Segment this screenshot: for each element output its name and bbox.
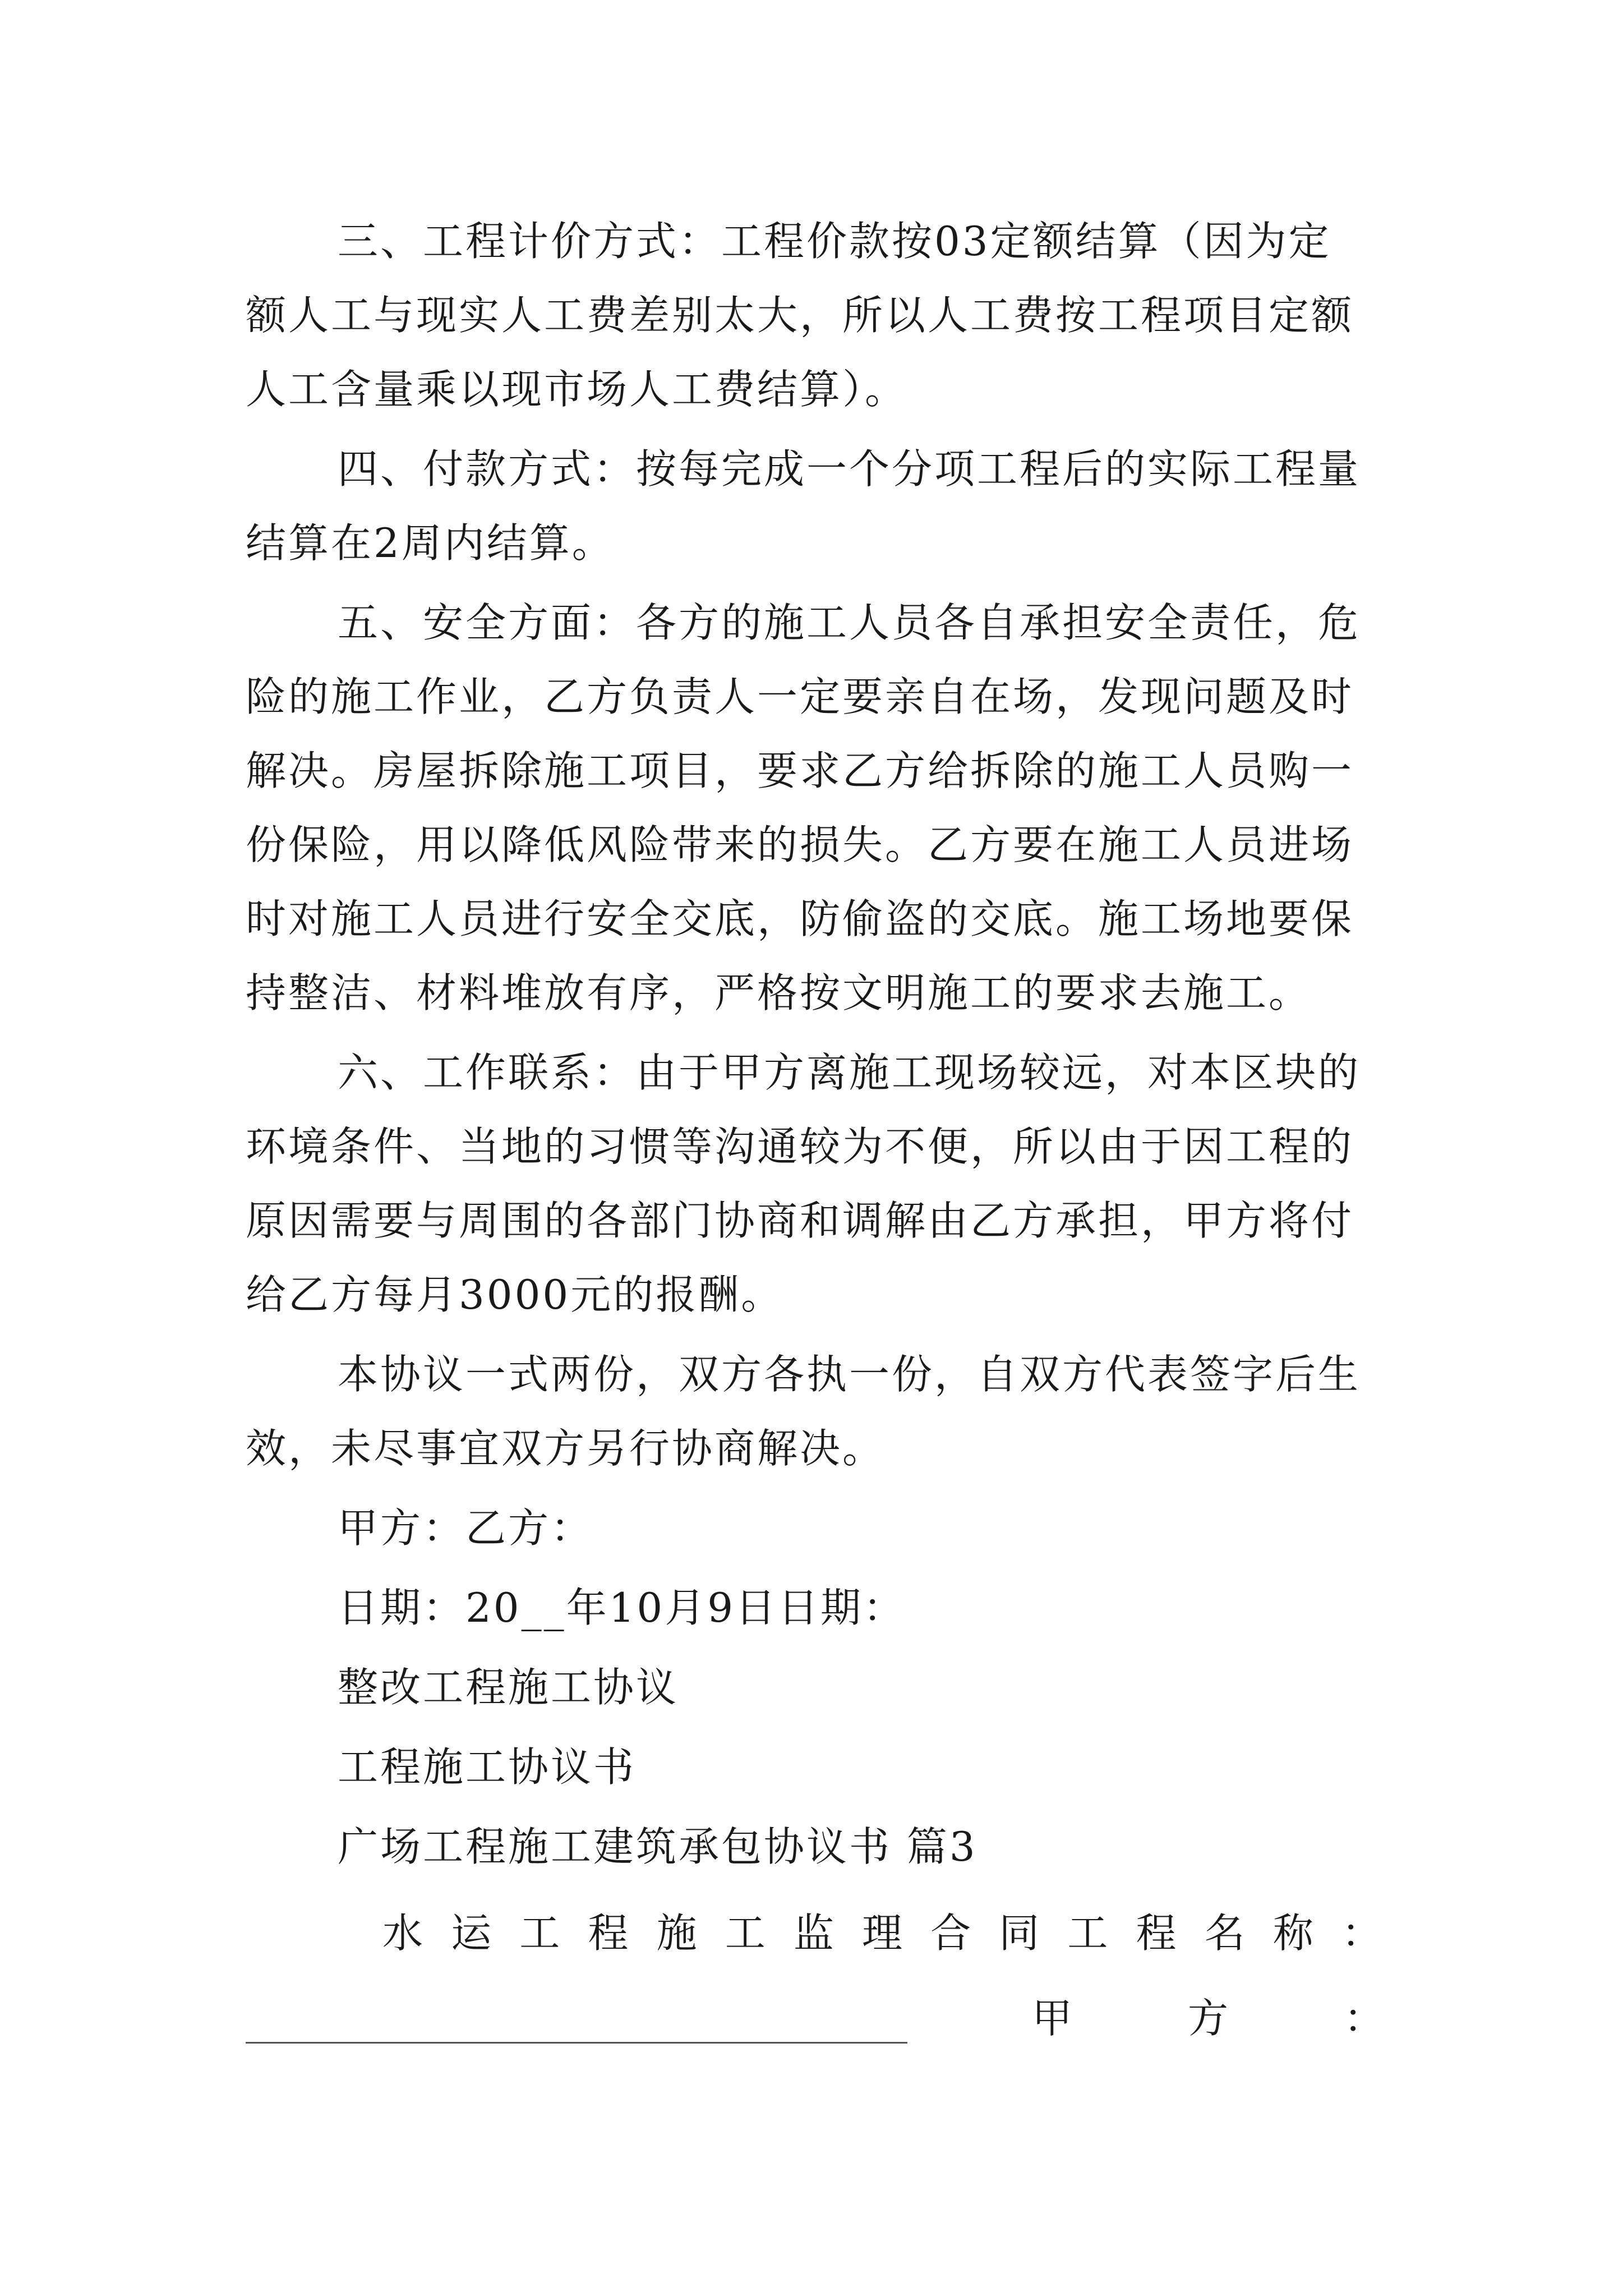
party-a-char: ： xyxy=(1343,1995,1384,2042)
paragraph-6-line-4: 给乙方每月3000元的报酬。 xyxy=(246,1271,784,1318)
heading-rectification-agreement: 整改工程施工协议 xyxy=(338,1664,679,1711)
title-char: 程 xyxy=(588,1910,631,1957)
paragraph-5-line-1: 五、安全方面：各方的施工人员各自承担安全责任，危 xyxy=(338,599,1361,646)
paragraph-3-line-1: 三、工程计价方式：工程价款按03定额结算（因为定 xyxy=(338,218,1331,265)
signature-parties: 甲方：乙方： xyxy=(338,1504,594,1552)
title-char: 程 xyxy=(1136,1910,1179,1957)
paragraph-5-line-3: 解决。房屋拆除施工项目，要求乙方给拆除的施工人员购一 xyxy=(246,747,1354,794)
project-name-blank-line xyxy=(246,2042,907,2044)
paragraph-7-line-2: 效，未尽事宜双方另行协商解决。 xyxy=(246,1425,886,1472)
title-char: 理 xyxy=(861,1910,905,1957)
contract-title-line xyxy=(382,1910,1384,1957)
signature-dates: 日期：20__年10月9日日期： xyxy=(338,1584,906,1631)
title-char: 工 xyxy=(519,1910,562,1957)
title-char: 称 xyxy=(1272,1910,1316,1957)
party-a-char: 甲 xyxy=(1032,1995,1073,2042)
paragraph-6-line-2: 环境条件、当地的习惯等沟通较为不便，所以由于因工程的 xyxy=(246,1123,1354,1170)
paragraph-4-line-1: 四、付款方式：按每完成一个分项工程后的实际工程量 xyxy=(338,445,1361,493)
paragraph-7-line-1: 本协议一式两份，双方各执一份，自双方代表签字后生 xyxy=(338,1351,1361,1398)
party-a-char: 方 xyxy=(1187,1995,1228,2042)
paragraph-5-line-4: 份保险，用以降低风险带来的损失。乙方要在施工人员进场 xyxy=(246,821,1354,868)
paragraph-5-line-5: 时对施工人员进行安全交底，防偷盗的交底。施工场地要保 xyxy=(246,895,1354,942)
title-char: 名 xyxy=(1204,1910,1247,1957)
title-char: 运 xyxy=(451,1910,494,1957)
title-char: 合 xyxy=(930,1910,974,1957)
paragraph-6-line-3: 原因需要与周围的各部门协商和调解由乙方承担，甲方将付 xyxy=(246,1197,1354,1244)
title-char: 水 xyxy=(382,1910,426,1957)
title-char: ： xyxy=(1341,1910,1384,1957)
paragraph-3-line-3: 人工含量乘以现市场人工费结算）。 xyxy=(246,366,908,413)
title-char: 施 xyxy=(656,1910,699,1957)
paragraph-6-line-1: 六、工作联系：由于甲方离施工现场较远，对本区块的 xyxy=(338,1049,1361,1096)
title-char: 同 xyxy=(999,1910,1042,1957)
party-a-label xyxy=(1032,1995,1384,2042)
title-char: 监 xyxy=(793,1910,836,1957)
heading-square-project-agreement: 广场工程施工建筑承包协议书 篇3 xyxy=(338,1823,978,1870)
paragraph-3-line-2: 额人工与现实人工费差别太大，所以人工费按工程项目定额 xyxy=(246,292,1354,339)
heading-construction-agreement: 工程施工协议书 xyxy=(338,1743,637,1791)
paragraph-5-line-2: 险的施工作业，乙方负责人一定要亲自在场，发现问题及时 xyxy=(246,673,1354,720)
title-char: 工 xyxy=(725,1910,768,1957)
title-char: 工 xyxy=(1067,1910,1110,1957)
paragraph-5-line-6: 持整洁、材料堆放有序，严格按文明施工的要求去施工。 xyxy=(246,969,1312,1016)
paragraph-4-line-2: 结算在2周内结算。 xyxy=(246,519,615,567)
